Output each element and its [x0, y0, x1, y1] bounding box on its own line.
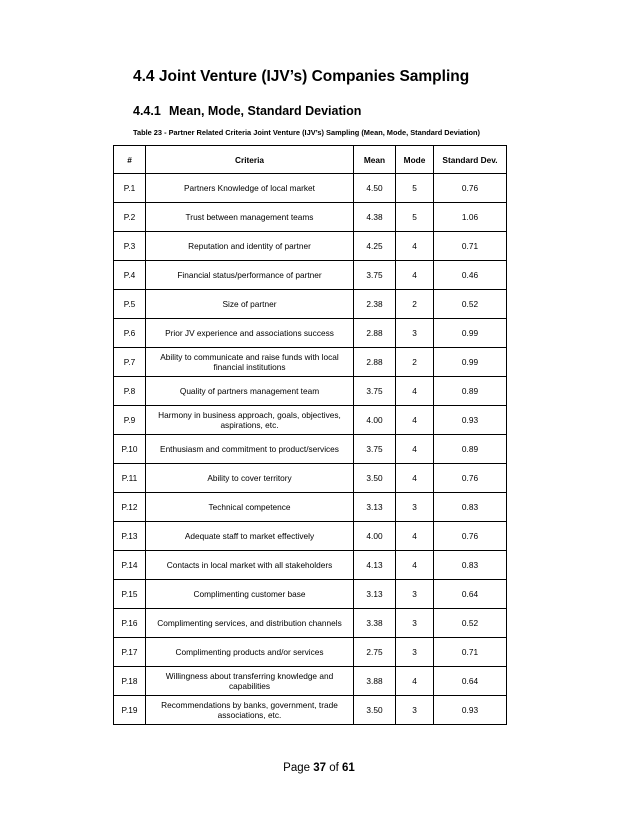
cell-id: P.2	[114, 203, 146, 232]
cell-criteria: Partners Knowledge of local market	[146, 174, 354, 203]
cell-mode: 4	[396, 435, 434, 464]
cell-mean: 2.75	[354, 638, 396, 667]
cell-mode: 4	[396, 522, 434, 551]
cell-std-dev: 0.46	[434, 261, 507, 290]
cell-criteria: Adequate staff to market effectively	[146, 522, 354, 551]
cell-std-dev: 0.93	[434, 696, 507, 725]
cell-id: P.8	[114, 377, 146, 406]
cell-mode: 4	[396, 377, 434, 406]
cell-criteria: Quality of partners management team	[146, 377, 354, 406]
cell-std-dev: 0.64	[434, 580, 507, 609]
cell-id: P.18	[114, 667, 146, 696]
cell-std-dev: 0.89	[434, 377, 507, 406]
cell-mean: 3.75	[354, 261, 396, 290]
cell-id: P.17	[114, 638, 146, 667]
header-mean: Mean	[354, 146, 396, 174]
table-row	[114, 580, 507, 609]
cell-mean: 4.00	[354, 406, 396, 435]
cell-mean: 3.13	[354, 580, 396, 609]
cell-criteria: Size of partner	[146, 290, 354, 319]
cell-mode: 3	[396, 638, 434, 667]
cell-mode: 4	[396, 464, 434, 493]
cell-criteria: Prior JV experience and associations success	[146, 319, 354, 348]
cell-mode: 4	[396, 551, 434, 580]
footer-total-pages: 61	[342, 762, 355, 774]
cell-criteria: Complimenting customer base	[146, 580, 354, 609]
cell-id: P.12	[114, 493, 146, 522]
cell-criteria: Willingness about transferring knowledge and capabilities	[146, 667, 354, 696]
cell-std-dev: 0.71	[434, 232, 507, 261]
cell-mean: 3.75	[354, 377, 396, 406]
cell-mean: 4.38	[354, 203, 396, 232]
table-caption: Table 23 - Partner Related Criteria Joint Venture (IJV’s) Sampling (Mean, Mode, Standard Deviation)	[133, 128, 481, 137]
footer-of-label: of	[329, 762, 339, 774]
cell-mode: 2	[396, 290, 434, 319]
page-footer	[0, 762, 638, 774]
table-row	[114, 203, 507, 232]
table-row	[114, 609, 507, 638]
table-row	[114, 551, 507, 580]
cell-criteria: Reputation and identity of partner	[146, 232, 354, 261]
table-header-row	[114, 146, 507, 174]
cell-criteria: Ability to communicate and raise funds with local financial institutions	[146, 348, 354, 377]
cell-std-dev: 0.89	[434, 435, 507, 464]
cell-mean: 4.00	[354, 522, 396, 551]
table-row	[114, 696, 507, 725]
cell-id: P.5	[114, 290, 146, 319]
cell-std-dev: 0.83	[434, 493, 507, 522]
cell-std-dev: 1.06	[434, 203, 507, 232]
cell-std-dev: 0.52	[434, 290, 507, 319]
cell-std-dev: 0.71	[434, 638, 507, 667]
cell-std-dev: 0.93	[434, 406, 507, 435]
cell-id: P.4	[114, 261, 146, 290]
cell-mean: 3.38	[354, 609, 396, 638]
header-id: #	[114, 146, 146, 174]
header-mode: Mode	[396, 146, 434, 174]
cell-std-dev: 0.76	[434, 464, 507, 493]
cell-std-dev: 0.52	[434, 609, 507, 638]
cell-mean: 2.88	[354, 348, 396, 377]
table-row	[114, 290, 507, 319]
cell-std-dev: 0.83	[434, 551, 507, 580]
cell-mode: 5	[396, 174, 434, 203]
footer-current-page: 37	[313, 762, 327, 774]
cell-mode: 4	[396, 232, 434, 261]
table-row	[114, 435, 507, 464]
cell-criteria: Ability to cover territory	[146, 464, 354, 493]
table-row	[114, 348, 507, 377]
cell-criteria: Complimenting products and/or services	[146, 638, 354, 667]
cell-mean: 3.50	[354, 464, 396, 493]
cell-mean: 3.50	[354, 696, 396, 725]
header-std-dev: Standard Dev.	[434, 146, 507, 174]
table-row	[114, 464, 507, 493]
table-row	[114, 377, 507, 406]
cell-mean: 3.88	[354, 667, 396, 696]
cell-std-dev: 0.99	[434, 319, 507, 348]
cell-criteria: Technical competence	[146, 493, 354, 522]
cell-id: P.9	[114, 406, 146, 435]
cell-mean: 4.13	[354, 551, 396, 580]
table-row	[114, 638, 507, 667]
cell-mode: 3	[396, 580, 434, 609]
cell-std-dev: 0.76	[434, 522, 507, 551]
subsection-number: 4.4.1	[133, 104, 161, 118]
cell-mode: 4	[396, 261, 434, 290]
cell-id: P.6	[114, 319, 146, 348]
subsection-title: Mean, Mode, Standard Deviation	[169, 104, 362, 118]
cell-id: P.7	[114, 348, 146, 377]
cell-criteria: Recommendations by banks, government, trade associations, etc.	[146, 696, 354, 725]
cell-criteria: Trust between management teams	[146, 203, 354, 232]
table-row	[114, 232, 507, 261]
table-row	[114, 667, 507, 696]
cell-id: P.13	[114, 522, 146, 551]
table-row	[114, 522, 507, 551]
table-row	[114, 319, 507, 348]
table-row	[114, 261, 507, 290]
cell-mean: 4.25	[354, 232, 396, 261]
cell-mode: 4	[396, 667, 434, 696]
table-body	[114, 174, 507, 725]
criteria-table	[113, 145, 507, 725]
cell-mode: 2	[396, 348, 434, 377]
cell-mean: 2.38	[354, 290, 396, 319]
cell-mode: 3	[396, 696, 434, 725]
cell-mode: 3	[396, 319, 434, 348]
cell-mean: 2.88	[354, 319, 396, 348]
cell-id: P.16	[114, 609, 146, 638]
subsection-heading	[133, 104, 361, 118]
cell-id: P.14	[114, 551, 146, 580]
cell-std-dev: 0.99	[434, 348, 507, 377]
cell-id: P.15	[114, 580, 146, 609]
header-criteria: Criteria	[146, 146, 354, 174]
cell-id: P.10	[114, 435, 146, 464]
cell-std-dev: 0.64	[434, 667, 507, 696]
cell-criteria: Contacts in local market with all stakeholders	[146, 551, 354, 580]
cell-id: P.19	[114, 696, 146, 725]
cell-mode: 3	[396, 609, 434, 638]
cell-mean: 4.50	[354, 174, 396, 203]
cell-id: P.11	[114, 464, 146, 493]
cell-std-dev: 0.76	[434, 174, 507, 203]
table-row	[114, 406, 507, 435]
footer-page-label: Page	[283, 762, 311, 774]
cell-mode: 4	[396, 406, 434, 435]
cell-mean: 3.75	[354, 435, 396, 464]
table-row	[114, 493, 507, 522]
cell-mode: 3	[396, 493, 434, 522]
cell-mode: 5	[396, 203, 434, 232]
cell-criteria: Harmony in business approach, goals, objectives, aspirations, etc.	[146, 406, 354, 435]
table-row	[114, 174, 507, 203]
cell-criteria: Complimenting services, and distribution channels	[146, 609, 354, 638]
cell-mean: 3.13	[354, 493, 396, 522]
cell-id: P.1	[114, 174, 146, 203]
section-heading: 4.4 Joint Venture (IJV’s) Companies Sampling	[133, 68, 470, 85]
cell-id: P.3	[114, 232, 146, 261]
cell-criteria: Enthusiasm and commitment to product/services	[146, 435, 354, 464]
cell-criteria: Financial status/performance of partner	[146, 261, 354, 290]
